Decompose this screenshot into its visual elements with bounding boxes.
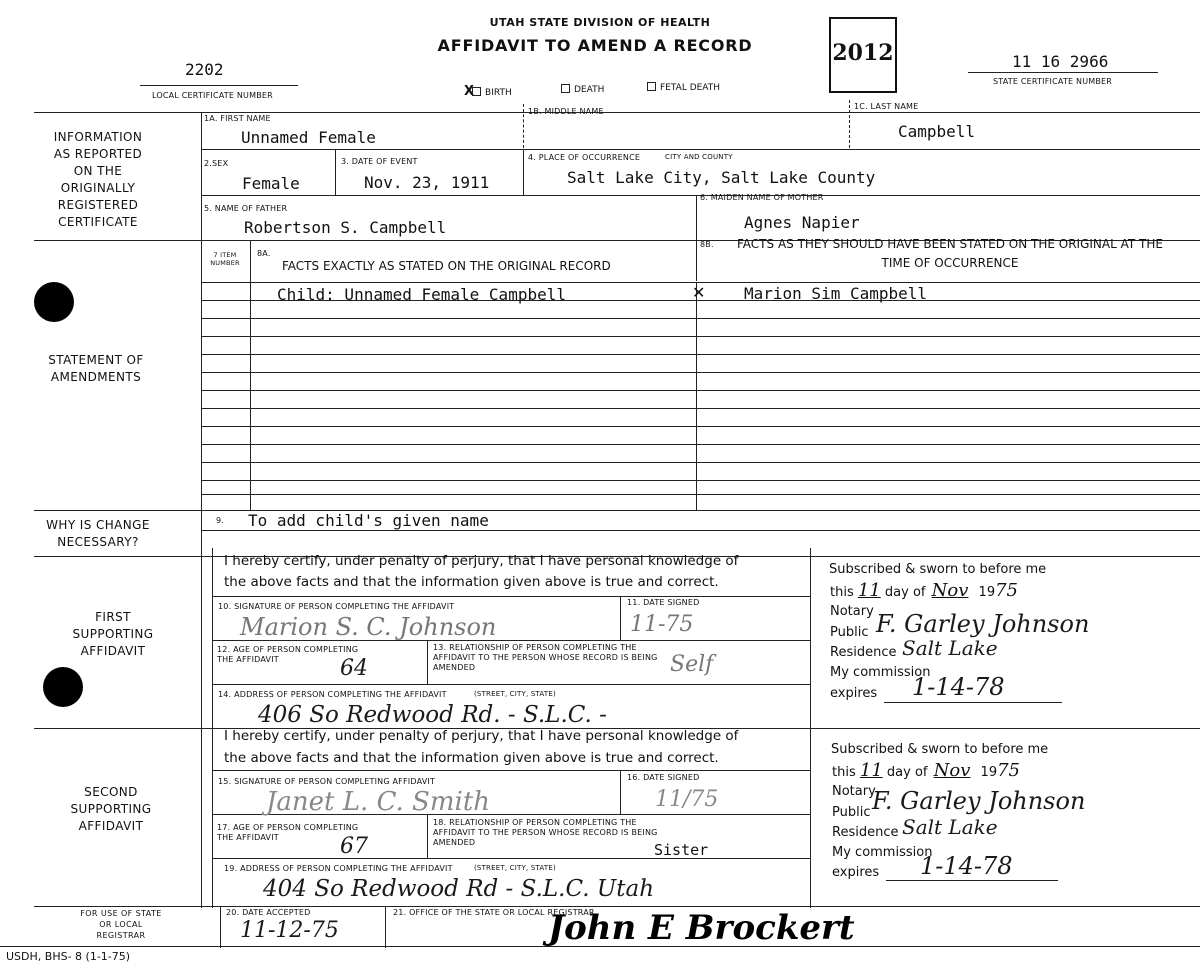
aff1-expires: 1-14-78 [912,673,1005,701]
registrar-signature: John E Brockert [548,908,855,948]
aff2-notary-label: Notary [832,784,876,799]
original-section-label: INFORMATION AS REPORTED ON THE ORIGINALLY REGISTERED CERTIFICATE [53,130,143,229]
aff2-month: Nov [933,760,971,781]
mother-value: Agnes Napier [744,213,860,232]
birth-checkbox[interactable] [472,87,481,96]
date-accepted-value: 11-12-75 [240,918,339,943]
punch-hole-bottom [43,667,83,707]
place-value: Salt Lake City, Salt Lake County [567,168,876,187]
aff1-notary-label: Notary [830,604,874,619]
first-name-value: Unnamed Female [241,128,376,147]
fetal-death-checkbox[interactable] [647,82,656,91]
aff2-subscribed: Subscribed & sworn to before me [831,742,1049,757]
aff1-day-num: 11 [857,580,881,601]
date-of-event-label: 3. DATE OF EVENT [341,157,418,166]
state-cert-number: 11 16 2966 [1012,52,1109,71]
aff2-relationship-value: Sister [654,841,709,859]
stamp-number: 2012 [832,40,894,66]
aff2-day-num: 11 [859,760,883,781]
aff1-day-of: day of [884,585,926,600]
form-id: USDH, BHS- 8 (1-1-75) [6,950,131,963]
amendment-row1-original: Child: Unnamed Female Campbell [277,285,566,304]
sex-label: 2.SEX [204,159,229,168]
record-type-death[interactable] [561,84,604,95]
record-type-birth[interactable] [464,84,512,99]
place-sub-label: CITY AND COUNTY [665,153,733,161]
reason-text: To add child's given name [248,511,489,530]
aff1-notary-date [830,580,1018,601]
aff2-address-value: 404 So Redwood Rd - S.L.C. Utah [263,876,655,902]
aff1-age-label: 12. AGE OF PERSON COMPLETING THE AFFIDAVIT [217,645,359,664]
aff1-this: this [830,585,854,600]
item-number-label: 7 ITEM NUMBER [210,251,240,267]
aff1-expires-label: expires [830,686,878,701]
aff1-commission-label: My commission [830,665,931,680]
col-a-header: FACTS EXACTLY AS STATED ON THE ORIGINAL RECORD [282,259,611,273]
aff2-public-label: Public [832,805,871,820]
local-cert-label: LOCAL CERTIFICATE NUMBER [152,91,273,100]
reason-number: 9. [216,516,225,525]
aff2-notary-name: F. Garley Johnson [872,787,1086,815]
aff1-public-label: Public [830,625,869,640]
aff2-address-sub-label: (STREET, CITY, STATE) [474,864,556,872]
last-name-value: Campbell [898,122,976,141]
amendments-section-label: STATEMENT OF AMENDMENTS [48,353,144,384]
place-label: 4. PLACE OF OCCURRENCE [528,153,641,162]
aff2-age-label: 17. AGE OF PERSON COMPLETING THE AFFIDAVIT [217,823,359,842]
aff1-certify-line2: the above facts and that the information given above is true and correct. [224,574,719,590]
aff2-signature: Janet L. C. Smith [266,787,491,817]
record-type-fetal-death[interactable] [647,82,720,93]
aff1-address-sub-label: (STREET, CITY, STATE) [474,690,556,698]
office-registrar-label: 21. OFFICE OF THE STATE OR LOCAL REGISTRAR [393,908,595,917]
col-b-header: FACTS AS THEY SHOULD HAVE BEEN STATED ON THE ORIGINAL AT THE TIME OF OCCURRENCE [737,237,1163,270]
aff1-relationship-value: Self [670,652,714,677]
aff1-signature: Marion S. C. Johnson [240,613,497,641]
father-label: 5. NAME OF FATHER [204,204,288,213]
sex-value: Female [242,174,300,193]
aff1-notary-name: F. Garley Johnson [876,610,1090,638]
death-label: DEATH [574,85,605,95]
row1-x-mark: ✕ [692,283,706,302]
aff2-date-label: 16. DATE SIGNED [627,773,700,782]
aff1-year-prefix: 19 [978,585,996,600]
aff2-certify-line1: I hereby certify, under penalty of perjury, that I have personal knowledge of [224,728,739,744]
aff1-signature-label: 10. SIGNATURE OF PERSON COMPLETING THE AFFIDAVIT [218,602,455,611]
aff1-date-value: 11-75 [630,612,694,637]
aff2-residence-label: Residence [832,825,899,840]
middle-name-label: 1B. MIDDLE NAME [528,107,604,116]
aff2-expires: 1-14-78 [920,852,1013,880]
aff2-address-label: 19. ADDRESS OF PERSON COMPLETING THE AFFIDAVIT [224,864,453,873]
aff1-subscribed: Subscribed & sworn to before me [829,562,1047,577]
amendment-row1-corrected: Marion Sim Campbell [744,284,928,303]
form-title: AFFIDAVIT TO AMEND A RECORD [437,36,753,55]
aff1-address-label: 14. ADDRESS OF PERSON COMPLETING THE AFFIDAVIT [218,690,447,699]
birth-label: BIRTH [485,88,512,98]
aff1-address-value: 406 So Redwood Rd. - S.L.C. - [258,702,607,728]
date-accepted-label: 20. DATE ACCEPTED [226,908,311,917]
aff2-year: 75 [997,760,1020,781]
aff1-certify-line1: I hereby certify, under penalty of perjury, that I have personal knowledge of [224,553,739,569]
aff1-year: 75 [995,580,1018,601]
aff1-residence: Salt Lake [902,636,998,660]
aff2-expires-label: expires [832,865,880,880]
col-a-number: 8A. [257,249,271,258]
fetal-death-label: FETAL DEATH [660,83,721,93]
punch-hole-top [34,282,74,322]
father-value: Robertson S. Campbell [244,218,447,237]
aff2-this: this [832,765,856,780]
aff2-notary-date [832,760,1020,781]
aff2-day-of: day of [886,765,928,780]
col-b-number: 8B. [700,240,714,249]
aff2-commission-label: My commission [832,845,933,860]
aff1-residence-label: Residence [830,645,897,660]
affidavit1-section-label: FIRST SUPPORTING AFFIDAVIT [72,610,154,658]
aff1-age-value: 64 [340,656,368,681]
affidavit2-section-label: SECOND SUPPORTING AFFIDAVIT [70,785,152,833]
aff2-residence: Salt Lake [902,815,998,839]
reason-section-label: WHY IS CHANGE NECESSARY? [46,518,150,549]
last-name-label: 1C. LAST NAME [854,102,919,111]
aff2-year-prefix: 19 [980,765,998,780]
birth-check-mark: X [464,84,475,99]
aff1-relationship-label: 13. RELATIONSHIP OF PERSON COMPLETING THE AFFIDAVIT TO THE PERSON WHOSE RECORD IS BEING AMENDED [433,643,658,672]
aff1-date-label: 11. DATE SIGNED [627,598,700,607]
aff2-date-value: 11/75 [655,787,719,812]
death-checkbox[interactable] [561,84,570,93]
mother-label: 6. MAIDEN NAME OF MOTHER [700,193,824,202]
aff2-certify-line2: the above facts and that the information given above is true and correct. [224,750,719,766]
agency-name: UTAH STATE DIVISION OF HEALTH [489,16,711,29]
local-cert-number: 2202 [185,60,224,79]
aff1-month: Nov [931,580,969,601]
aff2-age-value: 67 [340,834,368,859]
office-section-label: FOR USE OF STATE OR LOCAL REGISTRAR [80,909,162,940]
aff2-relationship-label: 18. RELATIONSHIP OF PERSON COMPLETING THE AFFIDAVIT TO THE PERSON WHOSE RECORD IS BEING AMENDED [433,818,658,847]
first-name-label: 1A. FIRST NAME [204,114,271,123]
state-cert-label: STATE CERTIFICATE NUMBER [993,77,1113,86]
date-of-event-value: Nov. 23, 1911 [364,173,490,192]
aff2-signature-label: 15. SIGNATURE OF PERSON COMPLETING AFFIDAVIT [218,777,436,786]
